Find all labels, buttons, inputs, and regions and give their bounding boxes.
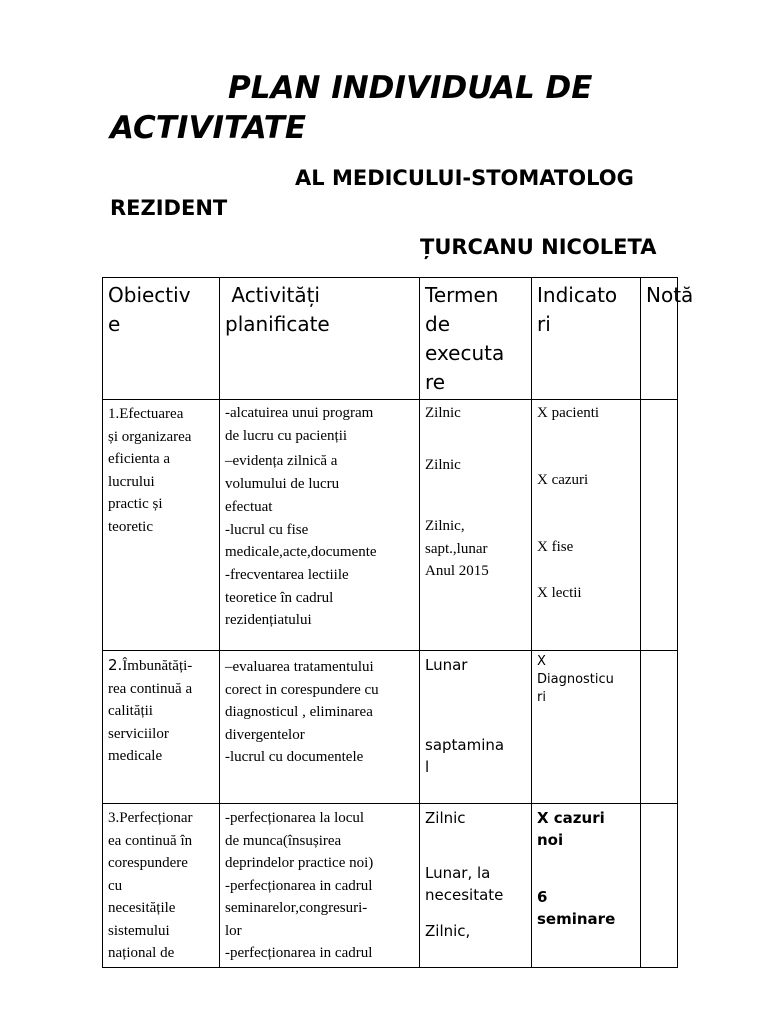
cell-obiective: 1.Efectuarea și organizarea eficienta a lucrului practic și teoretic — [103, 400, 220, 651]
cell-activitati: –evaluarea tratamentului corect in corespundere cu diagnosticul , eliminarea divergentelor -lucrul cu documentele — [220, 651, 420, 804]
table-header-row — [103, 278, 678, 400]
cell-obiective: 3.Perfecționar ea continuă în corespundere cu necesitățile sistemului național de — [103, 804, 220, 968]
cell-activitati: -perfecționarea la locul de munca(însușirea deprindelor practice noi) -perfecționarea in cadrul seminarelor,congresuri- lor -perfecționarea in cadrul — [220, 804, 420, 968]
cell-termen: Lunar saptamina l — [420, 651, 532, 804]
header-activitati: Activități planificate — [220, 278, 420, 400]
title-line-1: PLAN INDIVIDUAL DE — [228, 70, 593, 106]
cell-termen: Zilnic Lunar, la necesitate Zilnic, — [420, 804, 532, 968]
table-row — [103, 804, 678, 968]
activity-plan-table — [102, 277, 694, 968]
resident-name: ȚURCANU NICOLETA — [420, 235, 657, 259]
table-row — [103, 651, 678, 804]
header-obiective: Obiectiv e — [103, 278, 220, 400]
cell-indicatori: X Diagnosticu ri — [532, 651, 641, 804]
header-termen: Termen de executa re — [420, 278, 532, 400]
cell-nota — [641, 804, 678, 968]
subtitle-line-2: REZIDENT — [110, 196, 228, 220]
table-row — [103, 400, 678, 651]
cell-nota — [641, 400, 678, 651]
header-nota: Notă — [641, 278, 678, 400]
cell-nota — [641, 651, 678, 804]
title-line-2: ACTIVITATE — [110, 110, 307, 146]
cell-indicatori: X pacienti X cazuri X fise X lectii — [532, 400, 641, 651]
cell-termen: Zilnic Zilnic Zilnic, sapt.,lunar Anul 2015 — [420, 400, 532, 651]
header-indicatori: Indicato ri — [532, 278, 641, 400]
subtitle-line-1: AL MEDICULUI-STOMATOLOG — [295, 166, 634, 190]
cell-activitati: -alcatuirea unui program de lucru cu pacienții –evidența zilnică a volumului de lucru efectuat -lucrul cu fise medicale,acte,documente -frecventarea lectiile teoretice în cadrul rezidențiatului — [220, 400, 420, 651]
cell-obiective: 2.Îmbunătăți- rea continuă a calității serviciilor medicale — [103, 651, 220, 804]
cell-indicatori: X cazuri noi 6 seminare — [532, 804, 641, 968]
